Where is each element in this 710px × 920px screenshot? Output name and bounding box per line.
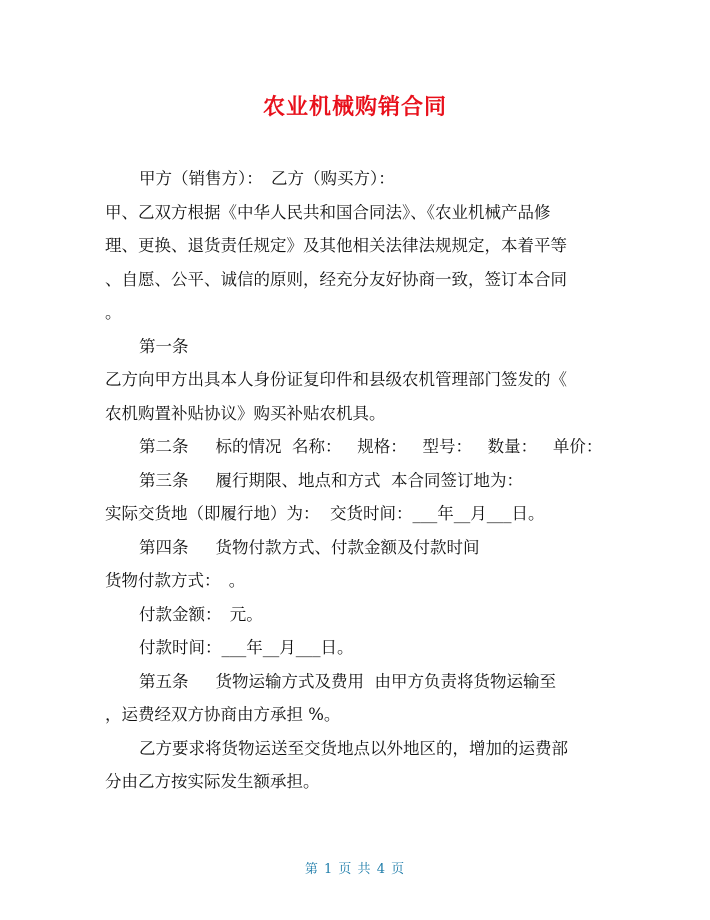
- article-2-line: 第二条 标的情况 名称： 规格： 型号： 数量： 单价：: [139, 437, 603, 456]
- contract-body: [105, 162, 605, 799]
- article-5-line: 第五条 货物运输方式及费用 由甲方负责将货物运输至: [139, 671, 556, 691]
- preamble-line-2: 理、更换、退货责任规定》及其他相关法律法规规定，本着平等: [105, 236, 567, 255]
- preamble-line-1: 甲、乙双方根据《中华人民共和国合同法》、《农业机械产品修: [105, 202, 551, 222]
- article-4-line: 第四条 货物付款方式、付款金额及付款时间: [139, 537, 480, 557]
- delivery-location-line: 实际交货地（即履行地）为： 交货时间：___年__月___日。: [105, 504, 545, 523]
- payment-time-line: 付款时间：___年__月___日。: [139, 638, 354, 657]
- article-3-line: 第三条 履行期限、地点和方式 本合同签订地为：: [139, 470, 523, 490]
- article-1-line-1: 乙方向甲方出具本人身份证复印件和县级农机管理部门签发的《: [105, 370, 567, 389]
- document-title: 农业机械购销合同: [262, 95, 447, 120]
- extra-freight-line-2: 分由乙方按实际发生额承担。: [105, 772, 320, 791]
- freight-share-line: ，运费经双方协商由方承担 %。: [105, 705, 341, 724]
- preamble-line-4: 。: [105, 303, 122, 322]
- payment-method-line: 货物付款方式： 。: [105, 571, 246, 590]
- parties-line: 甲方（销售方）： 乙方（购买方）：: [139, 169, 395, 188]
- extra-freight-line-1: 乙方要求将货物运送至交货地点以外地区的，增加的运费部: [139, 738, 568, 758]
- article-1-heading: 第一条: [139, 336, 189, 356]
- payment-amount-line: 付款金额： 元。: [139, 604, 263, 624]
- article-1-line-2: 农机购置补贴协议》购买补贴农机具。: [105, 403, 386, 423]
- page-footer: 第 1 页 共 4 页: [304, 862, 406, 877]
- preamble-line-3: 、自愿、公平、诚信的原则，经充分友好协商一致，签订本合同: [105, 269, 567, 289]
